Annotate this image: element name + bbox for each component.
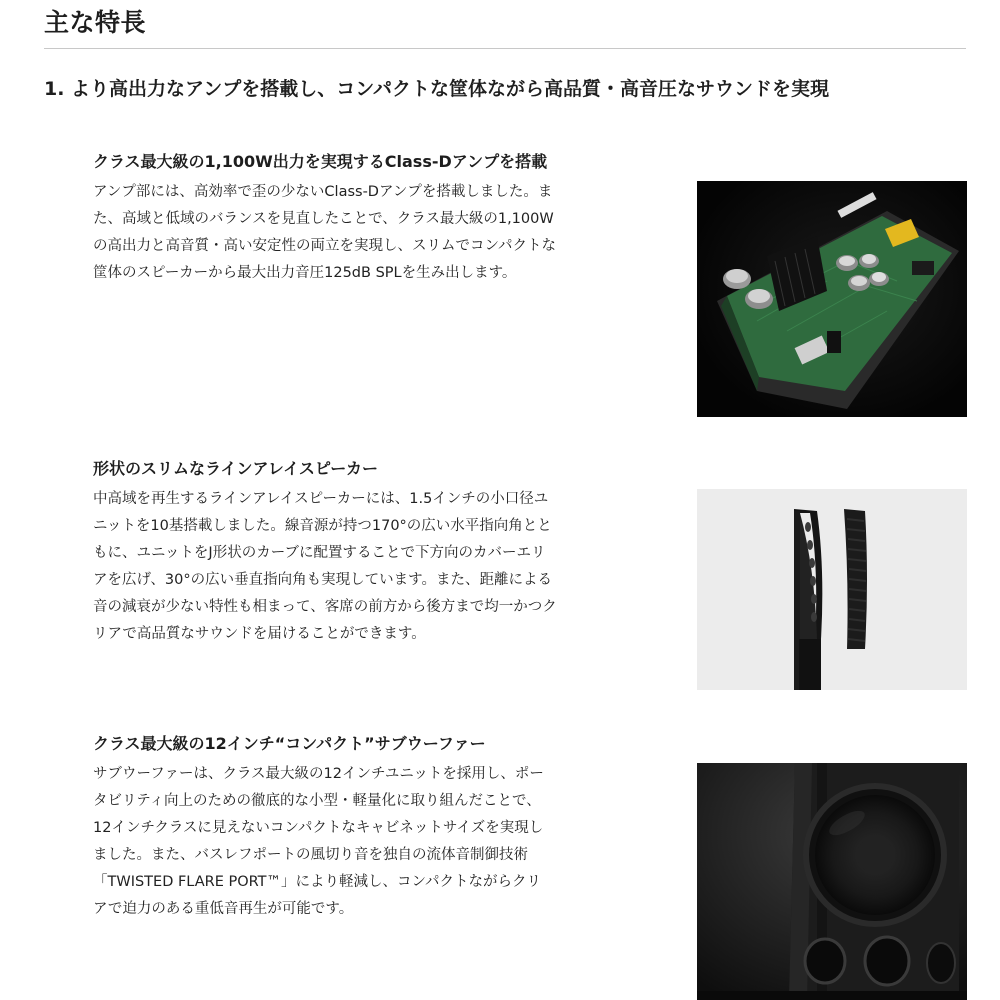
feature-body-subwoofer xyxy=(93,761,683,923)
body-line: 「TWISTED FLARE PORT™」により軽減し、コンパクトながらクリ xyxy=(93,874,542,890)
body-line: もに、ユニットをJ形状のカーブに配置することで下方向のカバーエリ xyxy=(93,545,546,561)
body-line: リアで高品質なサウンドを届けることができます。 xyxy=(93,626,426,642)
page-title: 主な特長 xyxy=(44,8,147,37)
body-line: の高出力と高音質・高い安定性の両立を実現し、スリムでコンパクトな xyxy=(93,238,556,254)
body-line: た、高域と低域のバランスを見直したことで、クラス最大級の1,100W xyxy=(93,211,554,227)
body-line: アで迫力のある重低音再生が可能です。 xyxy=(93,901,354,917)
body-line: ました。また、バスレフポートの風切り音を独自の流体音制御技術 xyxy=(93,847,528,863)
body-line: 中高域を再生するラインアレイスピーカーには、1.5インチの小口径ユ xyxy=(93,491,549,507)
body-line: 12インチクラスに見えないコンパクトなキャビネットサイズを実現し xyxy=(93,820,544,836)
title-divider xyxy=(44,48,966,49)
feature-title-line-array: 形状のスリムなラインアレイスピーカー xyxy=(93,459,378,478)
feature-body-amp xyxy=(93,179,683,287)
body-line: 筐体のスピーカーから最大出力音圧125dB SPLを生み出します。 xyxy=(93,265,517,281)
subwoofer-photo xyxy=(697,763,967,1000)
feature-title-amp: クラス最大級の1,100W出力を実現するClass-Dアンプを搭載 xyxy=(93,152,548,171)
body-line: ニットを10基搭載しました。線音源が持つ170°の広い水平指向角とと xyxy=(93,518,552,534)
feature-title-subwoofer: クラス最大級の12インチ“コンパクト”サブウーファー xyxy=(93,734,486,753)
line-array-speaker-photo xyxy=(697,489,967,690)
amplifier-board-photo xyxy=(697,181,967,417)
body-line: アンプ部には、高効率で歪の少ないClass-Dアンプを搭載しました。ま xyxy=(93,184,553,200)
body-line: サブウーファーは、クラス最大級の12インチユニットを採用し、ポー xyxy=(93,766,544,782)
body-line: 音の減衰が少ない特性も相まって、客席の前方から後方まで均一かつク xyxy=(93,599,557,615)
body-line: タビリティ向上のための徹底的な小型・軽量化に取り組んだことで、 xyxy=(93,793,541,809)
section-heading: 1. より高出力なアンプを搭載し、コンパクトな筐体ながら高品質・高音圧なサウンドを実現 xyxy=(44,78,829,100)
feature-body-line-array xyxy=(93,486,683,648)
body-line: アを広げ、30°の広い垂直指向角も実現しています。また、距離による xyxy=(93,572,552,588)
